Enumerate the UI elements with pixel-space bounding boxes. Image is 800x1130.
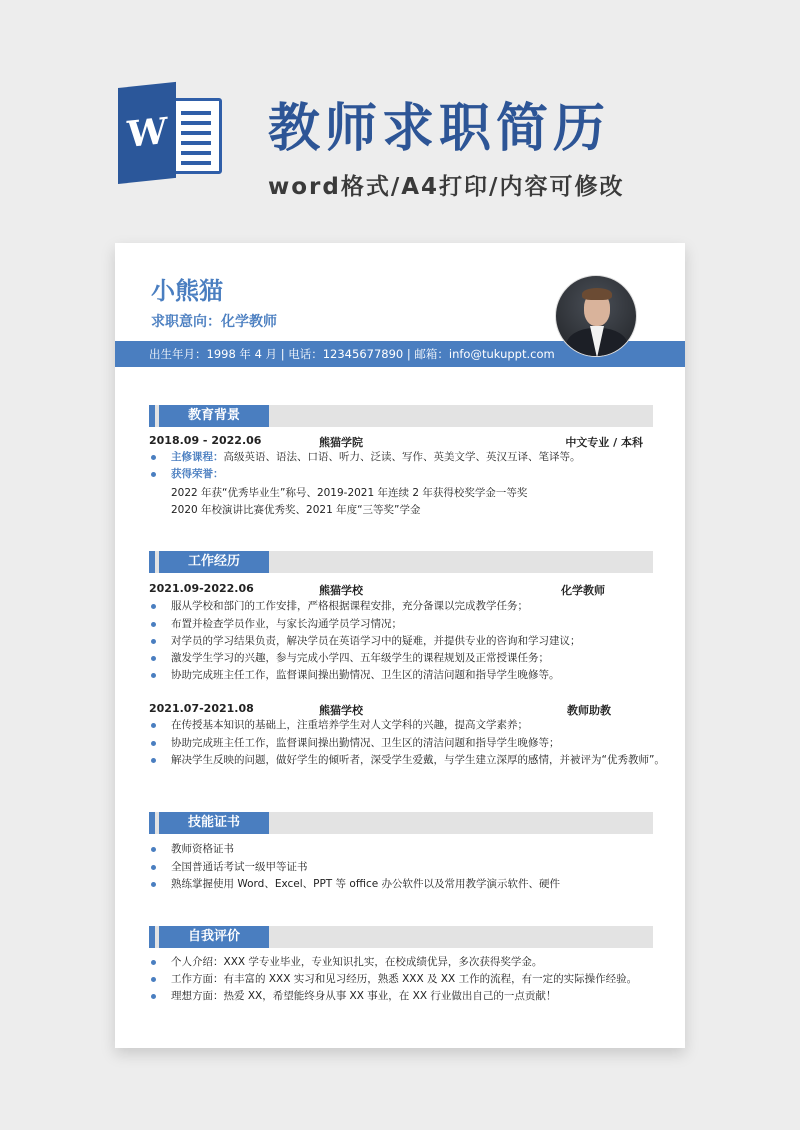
courses-text: 高级英语、语法、口语、听力、泛读、写作、英美文学、英汉互译、笔译等。 xyxy=(223,451,581,463)
job-date: 2021.09-2022.06 xyxy=(149,582,254,595)
section-work xyxy=(149,551,653,573)
section-title: 自我评价 xyxy=(159,926,269,948)
job-role: 化学教师 xyxy=(561,584,605,597)
section-education xyxy=(149,405,653,427)
job-role: 教师助教 xyxy=(567,704,611,717)
list-item xyxy=(151,449,581,466)
banner-subtitle: word格式/A4打印/内容可修改 xyxy=(268,174,625,200)
education-row xyxy=(149,434,653,450)
section-title: 教育背景 xyxy=(159,405,269,427)
job-org: 熊猫学校 xyxy=(319,584,363,597)
header-banner xyxy=(0,0,800,240)
contact-info-bar: 出生年月：1998 年 4 月 | 电话：12345677890 | 邮箱：info@tukuppt.com xyxy=(115,341,685,367)
job-row xyxy=(149,702,653,718)
profile-photo xyxy=(555,275,637,357)
section-title: 技能证书 xyxy=(159,812,269,834)
candidate-name: 小熊猫 xyxy=(151,277,223,305)
list-item xyxy=(151,466,224,483)
resume-page xyxy=(115,243,685,1048)
list-item: 全国普通话考试一级甲等证书 xyxy=(151,859,308,876)
list-item: 布置并检查学员作业，与家长沟通学员学习情况； xyxy=(151,616,402,633)
section-skills xyxy=(149,812,653,834)
word-logo-icon xyxy=(118,88,226,184)
word-letter: W xyxy=(118,82,176,184)
education-date: 2018.09 - 2022.06 xyxy=(149,434,262,447)
section-title: 工作经历 xyxy=(159,551,269,573)
honors-key: 获得荣誉： xyxy=(171,468,224,480)
list-item: 工作方面：有丰富的 XXX 实习和见习经历，熟悉 XXX 及 XX 工作的流程，有一定的实际操作经验。 xyxy=(151,971,637,988)
list-item: 协助完成班主任工作，监督课间操出勤情况、卫生区的清洁问题和指导学生晚修等； xyxy=(151,735,560,752)
list-item: 服从学校和部门的工作安排，严格根据课程安排，充分备课以完成教学任务； xyxy=(151,598,528,615)
list-item: 个人介绍：XXX 学专业毕业，专业知识扎实，在校成绩优异，多次获得奖学金。 xyxy=(151,954,542,971)
banner-title: 教师求职简历 xyxy=(268,99,611,159)
job-date: 2021.07-2021.08 xyxy=(149,702,254,715)
job-objective: 求职意向：化学教师 xyxy=(151,314,277,330)
list-item: 在传授基本知识的基础上，注重培养学生对人文学科的兴趣，提高文学素养； xyxy=(151,717,528,734)
honor-line: 2022 年获“优秀毕业生”称号、2019-2021 年连续 2 年获得校奖学金一等奖 xyxy=(171,487,528,499)
education-major: 中文专业 / 本科 xyxy=(565,436,643,449)
list-item: 协助完成班主任工作，监督课间操出勤情况、卫生区的清洁问题和指导学生晚修等。 xyxy=(151,667,560,684)
list-item: 激发学生学习的兴趣，参与完成小学四、五年级学生的课程规划及正常授课任务； xyxy=(151,650,549,667)
list-item: 理想方面：热爱 XX，希望能终身从事 XX 事业，在 XX 行业做出自己的一点贡献！ xyxy=(151,988,556,1005)
list-item: 解决学生反映的问题，做好学生的倾听者，深受学生爱戴，与学生建立深厚的感情，并被评为“优秀教师”。 xyxy=(151,752,665,769)
job-org: 熊猫学校 xyxy=(319,704,363,717)
honor-line: 2020 年校演讲比赛优秀奖、2021 年度“三等奖”学金 xyxy=(171,504,421,516)
list-item: 对学员的学习结果负责，解决学员在英语学习中的疑难，并提供专业的咨询和学习建议； xyxy=(151,633,581,650)
list-item: 教师资格证书 xyxy=(151,841,234,858)
list-item: 熟练掌握使用 Word、Excel、PPT 等 office 办公软件以及常用教学演示软件、硬件 xyxy=(151,876,560,893)
job-row xyxy=(149,582,653,598)
education-school: 熊猫学院 xyxy=(319,436,363,449)
courses-key: 主修课程： xyxy=(171,451,224,463)
section-self-eval xyxy=(149,926,653,948)
